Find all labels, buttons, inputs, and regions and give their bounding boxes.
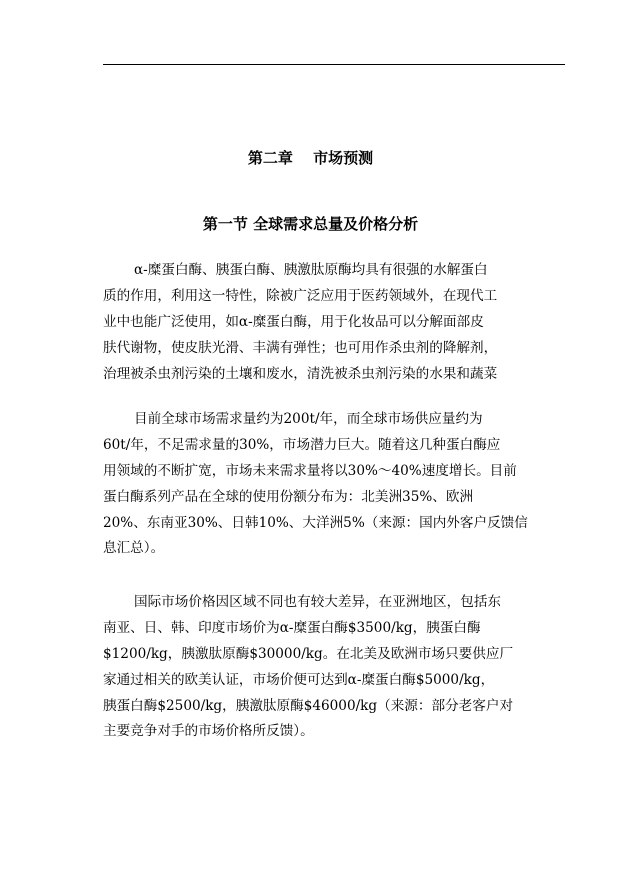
paragraph-line: 60t/年，不足需求量的30%，市场潜力巨大。随着这几种蛋白酶应	[103, 436, 501, 453]
paragraph-line: 南亚、日、韩、印度市场价为α-糜蛋白酶$3500/kg，胰蛋白酶	[103, 619, 481, 636]
paragraph-line: 20%、东南亚30%、日韩10%、大洋洲5%（来源：国内外客户反馈信	[103, 514, 528, 531]
section-title: 第一节 全球需求总量及价格分析	[202, 215, 419, 233]
paragraph-line: 目前全球市场需求量约为200t/年，而全球市场供应量约为	[134, 411, 483, 427]
paragraph-line: $1200/kg，胰激肽原酶$30000/kg。在北美及欧洲市场只要供应厂	[103, 645, 514, 662]
paragraph-2	[103, 407, 565, 562]
paragraph-1	[103, 258, 565, 387]
paragraph-line: 胰蛋白酶$2500/kg，胰激肽原酶$46000/kg（来源：部分老客户对	[103, 697, 514, 714]
paragraph-3	[103, 590, 565, 745]
paragraph-line: 业中也能广泛使用，如α-糜蛋白酶，用于化妆品可以分解面部皮	[103, 313, 484, 330]
paragraph-line: 家通过相关的欧美认证，市场价便可达到α-糜蛋白酶$5000/kg，	[103, 671, 495, 688]
paragraph-line: 主要竞争对手的市场价格所反馈）。	[103, 723, 314, 740]
paragraph-line: 国际市场价格因区域不同也有较大差异，在亚洲地区，包括东	[134, 594, 502, 610]
chapter-title: 第二章 市场预测	[247, 149, 374, 167]
header-rule	[103, 64, 565, 65]
paragraph-line: 治理被杀虫剂污染的土壤和废水，清洗被杀虫剂污染的水果和蔬菜	[103, 365, 498, 382]
paragraph-line: 质的作用，利用这一特性，除被广泛应用于医药领域外，在现代工	[103, 287, 498, 304]
paragraph-line: 息汇总）。	[103, 540, 165, 557]
paragraph-line: α-糜蛋白酶、胰蛋白酶、胰激肽原酶均具有很强的水解蛋白	[134, 262, 488, 278]
paragraph-line: 肤代谢物，使皮肤光滑、丰满有弹性；也可用作杀虫剂的降解剂，	[103, 339, 498, 356]
paragraph-line: 蛋白酶系列产品在全球的使用份额分布为：北美洲35%、欧洲	[103, 488, 474, 505]
paragraph-line: 用领域的不断扩宽，市场未来需求量将以30%～40%速度增长。目前	[103, 462, 517, 479]
